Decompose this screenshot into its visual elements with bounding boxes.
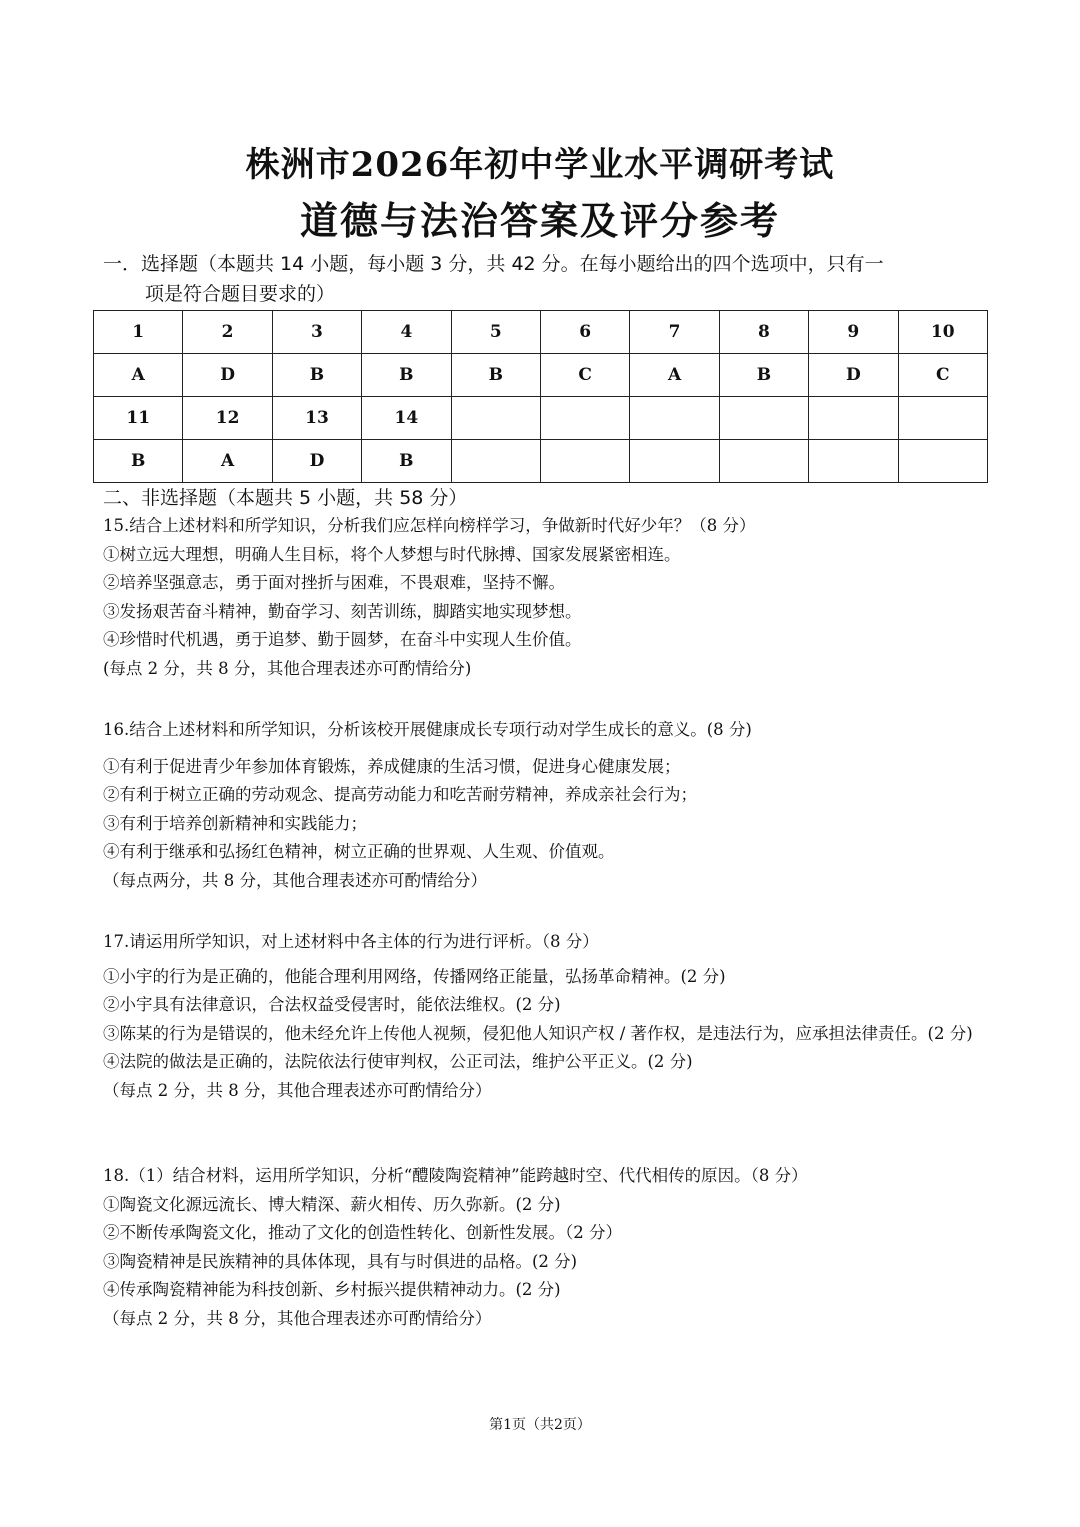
answer-table-cell: 2	[183, 311, 272, 354]
q15-point: ②培养坚强意志，勇于面对挫折与困难，不畏艰难，坚持不懈。	[103, 573, 565, 592]
section1-heading	[103, 249, 983, 309]
answer-table-cell	[630, 397, 719, 440]
answer-table-cell: C	[898, 354, 987, 397]
answer-table-row	[94, 397, 988, 440]
q18-point: ③陶瓷精神是民族精神的具体体现，具有与时俱进的品格。(2 分)	[103, 1251, 578, 1271]
answer-table-cell: B	[272, 354, 361, 397]
answer-table-row	[94, 440, 988, 483]
answer-table-cell	[451, 397, 540, 440]
answer-table-cell: B	[451, 354, 540, 397]
answer-table-cell: A	[630, 354, 719, 397]
answer-table-cell: 4	[362, 311, 451, 354]
q15-point: ④珍惜时代机遇，勇于追梦、勤于圆梦，在奋斗中实现人生价值。	[103, 630, 582, 649]
section1-heading-line2: 项是符合题目要求的）	[145, 283, 336, 305]
answer-table-cell: B	[362, 354, 451, 397]
q17-point: ③陈某的行为是错误的，他未经允许上传他人视频，侵犯他人知识产权 / 著作权，是违法行为，应承担法律责任。(2 分)	[103, 1023, 973, 1043]
q17-note: （每点 2 分，共 8 分，其他合理表述亦可酌情给分）	[103, 1080, 492, 1100]
answer-table-cell: 7	[630, 311, 719, 354]
section2-heading: 二、非选择题（本题共 5 小题，共 58 分）	[103, 487, 468, 509]
q18-point: ②不断传承陶瓷文化，推动了文化的创造性转化、创新性发展。（2 分）	[103, 1223, 622, 1242]
answer-table-cell: 1	[94, 311, 183, 354]
answer-table	[93, 310, 988, 483]
answer-table-cell	[898, 440, 987, 483]
q16-point: ②有利于树立正确的劳动观念、提高劳动能力和吃苦耐劳精神，养成亲社会行为；	[103, 785, 697, 804]
answer-table-cell: 11	[94, 397, 183, 440]
answer-table-cell	[719, 440, 808, 483]
answer-table-cell: 13	[272, 397, 361, 440]
q16-note: （每点两分，共 8 分，其他合理表述亦可酌情给分）	[103, 870, 487, 890]
q17-point: ①小宇的行为是正确的，他能合理利用网络，传播网络正能量，弘扬革命精神。(2 分)	[103, 966, 726, 986]
answer-table-row	[94, 354, 988, 397]
section1-heading-line1: 一．选择题（本题共 14 小题，每小题 3 分，共 42 分。在每小题给出的四个选项中，只有一	[103, 253, 884, 275]
answer-table-cell: A	[94, 354, 183, 397]
answer-table-cell: B	[719, 354, 808, 397]
answer-table-cell: B	[94, 440, 183, 483]
q15-block	[103, 512, 983, 683]
q17-question: 17.请运用所学知识，对上述材料中各主体的行为进行评析。（8 分）	[103, 932, 599, 951]
answer-table-cell	[630, 440, 719, 483]
q18-block	[103, 1162, 983, 1333]
answer-table-cell: D	[183, 354, 272, 397]
answer-key-title: 道德与法治答案及评分参考	[299, 199, 780, 243]
q15-question: 15.结合上述材料和所学知识，分析我们应怎样向榜样学习，争做新时代好少年？（8 分）	[103, 516, 756, 535]
answer-table-cell: B	[362, 440, 451, 483]
q18-note: （每点 2 分，共 8 分，其他合理表述亦可酌情给分）	[103, 1308, 492, 1328]
q16-block	[103, 716, 983, 895]
q16-point: ①有利于促进青少年参加体育锻炼，养成健康的生活习惯，促进身心健康发展；	[103, 756, 681, 776]
answer-table-cell: 8	[719, 311, 808, 354]
answer-table-cell: 10	[898, 311, 987, 354]
answer-table-cell	[898, 397, 987, 440]
answer-table-cell: C	[540, 354, 629, 397]
q18-point: ①陶瓷文化源远流长、博大精深、薪火相传、历久弥新。(2 分)	[103, 1194, 561, 1214]
q16-question: 16.结合上述材料和所学知识，分析该校开展健康成长专项行动对学生成长的意义。(8 分)	[103, 720, 752, 739]
q18-point: ④传承陶瓷精神能为科技创新、乡村振兴提供精神动力。(2 分)	[103, 1280, 561, 1299]
q15-point: ①树立远大理想，明确人生目标，将个人梦想与时代脉搏、国家发展紧密相连。	[103, 544, 681, 564]
answer-table-cell	[719, 397, 808, 440]
answer-table-cell	[451, 440, 540, 483]
q15-note: (每点 2 分，共 8 分，其他合理表述亦可酌情给分)	[103, 658, 472, 678]
q17-point: ④法院的做法是正确的，法院依法行使审判权，公正司法，维护公平正义。(2 分)	[103, 1052, 693, 1071]
answer-table-cell: 9	[809, 311, 898, 354]
answer-table-cell: A	[183, 440, 272, 483]
exam-title: 株洲市2026年初中学业水平调研考试	[245, 145, 835, 185]
answer-table-cell: D	[272, 440, 361, 483]
answer-table-cell: D	[809, 354, 898, 397]
answer-table-cell: 6	[540, 311, 629, 354]
q15-point: ③发扬艰苦奋斗精神，勤奋学习、刻苦训练，脚踏实地实现梦想。	[103, 601, 582, 621]
q16-point: ④有利于继承和弘扬红色精神，树立正确的世界观、人生观、价值观。	[103, 842, 615, 861]
answer-table-cell: 5	[451, 311, 540, 354]
answer-table-row	[94, 311, 988, 354]
answer-table-cell: 12	[183, 397, 272, 440]
answer-table-cell	[809, 397, 898, 440]
q16-point: ③有利于培养创新精神和实践能力；	[103, 813, 367, 833]
answer-table-cell	[540, 440, 629, 483]
q17-block	[103, 928, 983, 1105]
answer-table-cell	[809, 440, 898, 483]
answer-table-cell	[540, 397, 629, 440]
q17-point: ②小宇具有法律意识，合法权益受侵害时，能依法维权。(2 分)	[103, 995, 561, 1014]
answer-table-cell: 3	[272, 311, 361, 354]
page-footer: 第1页（共2页）	[489, 1417, 591, 1433]
q18-question: 18.（1）结合材料，运用所学知识，分析“醴陵陶瓷精神”能跨越时空、代代相传的原因。（8 分）	[103, 1166, 808, 1185]
answer-table-cell: 14	[362, 397, 451, 440]
